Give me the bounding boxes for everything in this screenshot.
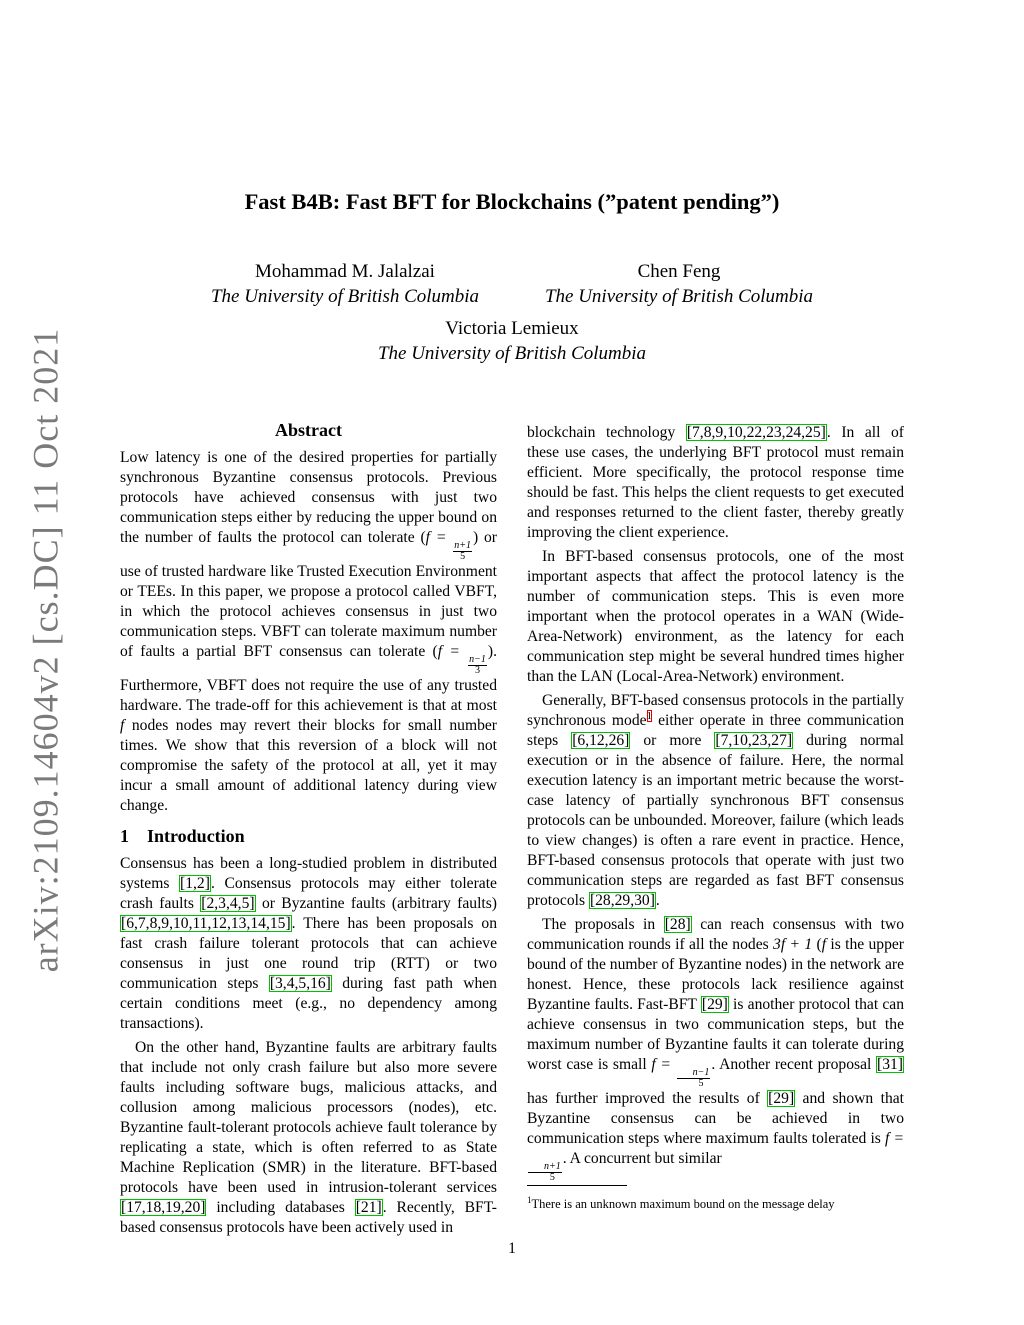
fraction bbox=[453, 541, 472, 562]
text-run: nodes nodes may revert their blocks for small number times. We show that this reversion of a block will not compromise the safety of the protocol at all, yet it may incur a small amount of additional latency during view change. bbox=[120, 717, 497, 814]
text-run: can reach consensus with two communication rounds if all the nodes bbox=[527, 916, 905, 953]
citation-link[interactable]: [6,7,8,9,10,11,12,13,14,15] bbox=[121, 915, 291, 932]
fraction-numerator: n−1 bbox=[469, 654, 486, 665]
text-run: On the other hand, Byzantine faults are arbitrary faults that include not only crash failure but also more severe faults including software bugs, malicious attacks, and collusion among malicious processors (nodes), etc. Byzantine fault-tolerant protocols achieve fault tolerance by replicating a state, which is often referred to as State Machine Replication (SMR) in the literature. BFT-based protocols have been used in intrusion-tolerant services bbox=[120, 1039, 497, 1196]
text-run: ( bbox=[812, 936, 822, 953]
text-run: . There has been proposals on fast crash failure tolerant protocols that can achieve consensus in just one round trip (RTT) or two communication steps bbox=[120, 915, 497, 992]
right-paragraph-1 bbox=[527, 423, 904, 543]
footnote-divider bbox=[527, 1185, 627, 1186]
citation-link[interactable]: [17,18,19,20] bbox=[121, 1199, 206, 1216]
citation-link[interactable]: [7,10,23,27] bbox=[715, 732, 793, 749]
text-run: The proposals in bbox=[542, 916, 664, 933]
footnote bbox=[527, 1192, 904, 1212]
text-run: including databases bbox=[206, 1199, 355, 1216]
author-affiliation: The University of British Columbia bbox=[377, 343, 647, 364]
text-run: . In all of these use cases, the underlying BFT protocol must remain efficient. More specifically, the protocol response time should be fast. This helps the client requests to get executed and responses returned to the client faster, thereby greatly improving the client experience. bbox=[527, 424, 904, 541]
math-expr: f = bbox=[651, 1056, 676, 1073]
text-run: Consensus has been a long-studied problem in distributed systems bbox=[120, 855, 497, 892]
author-block-2 bbox=[514, 259, 844, 309]
text-run: and shown that Byzantine consensus can be achieved in two communication steps where maximum faults tolerated is bbox=[527, 1090, 904, 1147]
text-run: has further improved the results of bbox=[527, 1090, 768, 1107]
math-var: f bbox=[821, 936, 827, 953]
right-column bbox=[527, 423, 904, 1183]
intro-paragraph-1 bbox=[120, 854, 497, 1034]
section-heading-introduction bbox=[120, 826, 497, 846]
text-run: . Consensus protocols may either tolerate crash faults bbox=[120, 875, 497, 912]
citation-link[interactable]: [21] bbox=[355, 1199, 382, 1216]
text-run: . Another recent proposal bbox=[711, 1056, 877, 1073]
fraction-numerator: n+1 bbox=[528, 1162, 562, 1173]
fraction bbox=[677, 1068, 711, 1089]
text-run: ). Furthermore, VBFT does not require the use of any trusted hardware. The trade-off for this achievement is that at most bbox=[120, 643, 497, 714]
right-paragraph-2: In BFT-based consensus protocols, one of the most important aspects that affect the protocol latency is the number of communication steps. This is even more important when the protocol operates in a WAN (Wide-Area-Network) environment, as the latency for each communication step might be several hundred times higher than the LAN (Local-Area-Network) environment. bbox=[527, 548, 904, 685]
citation-link[interactable]: [29] bbox=[768, 1090, 795, 1107]
abstract-paragraph bbox=[120, 448, 497, 816]
citation-link[interactable]: [28] bbox=[664, 916, 691, 933]
citation-link[interactable]: [2,3,4,5] bbox=[201, 895, 255, 912]
citation-link[interactable]: [3,4,5,16] bbox=[269, 975, 331, 992]
text-run: blockchain technology bbox=[527, 424, 686, 441]
arxiv-sidebar bbox=[20, 327, 70, 973]
math-expr: f = bbox=[885, 1130, 904, 1147]
text-run: ) or use of trusted hardware like Trusted Execution Environment or TEEs. In this paper, we propose a protocol called VBFT, in which the protocol achieves consensus in just two communication steps. VBFT can tolerate maximum number of faults a partial BFT consensus can tolerate ( bbox=[120, 529, 497, 660]
fraction-numerator: n−1 bbox=[677, 1068, 711, 1079]
footnote-ref-link[interactable]: 1 bbox=[646, 709, 653, 722]
text-run: or more bbox=[630, 732, 715, 749]
text-run: . bbox=[655, 892, 660, 909]
text-run: or Byzantine faults (arbitrary faults) bbox=[255, 895, 498, 912]
fraction bbox=[528, 1162, 562, 1183]
math-expr: f = bbox=[425, 529, 453, 546]
right-paragraph-4 bbox=[527, 915, 904, 1183]
author-block-3 bbox=[347, 316, 677, 366]
text-run: is the upper bound of the number of Byzantine nodes) in the network are honest. Hence, these protocols lack resilience against Byzantine faults. Fast-BFT bbox=[527, 936, 904, 1013]
math-expr: 3f + 1 bbox=[773, 936, 813, 953]
text-run: . Recently, BFT-based consensus protocols have been actively used in bbox=[120, 1199, 497, 1236]
citation-link[interactable]: [28,29,30] bbox=[589, 892, 655, 909]
text-run: during fast path when certain conditions meet (e.g., no dependency among transactions). bbox=[120, 975, 497, 1032]
citation-link[interactable]: [7,8,9,10,22,23,24,25] bbox=[686, 424, 826, 441]
citation-link[interactable]: [31] bbox=[877, 1056, 903, 1073]
author-block-1 bbox=[180, 259, 510, 309]
text-run: Generally, BFT-based consensus protocols in the partially synchronous mode bbox=[527, 692, 904, 729]
text-run: during normal execution or in the absence of failure. Here, the normal execution latency is an important metric because the worst-case latency of partially synchronous BFT consensus protocols can be unbounded. Moreover, failure (which leads to view changes) is often a rare event in practice. Hence, BFT-based consensus protocols that operate with just two communication steps are regarded as fast BFT consensus protocols bbox=[527, 732, 904, 909]
author-name: Victoria Lemieux bbox=[445, 318, 579, 339]
math-expr: f = bbox=[437, 643, 468, 660]
author-affiliation: The University of British Columbia bbox=[210, 286, 480, 307]
abstract-heading: Abstract bbox=[275, 420, 342, 440]
section-title: Introduction bbox=[147, 826, 245, 846]
text-run: either operate in three communication steps bbox=[527, 712, 904, 749]
fraction-denominator: 3 bbox=[475, 665, 481, 676]
section-number: 1 bbox=[120, 826, 129, 846]
text-run: Low latency is one of the desired properties for partially synchronous Byzantine consensus protocols. Previous protocols have achieved consensus with just two communication steps either by reducing the upper bound on the number of faults the protocol can tolerate ( bbox=[120, 449, 497, 546]
text-run: is another protocol that can achieve consensus in two communication steps, but the maximum number of Byzantine faults it can tolerate during worst case is small bbox=[527, 996, 905, 1073]
fraction-denominator: 5 bbox=[698, 1078, 704, 1089]
right-paragraph-3 bbox=[527, 691, 904, 911]
fraction-numerator: n+1 bbox=[454, 540, 471, 551]
intro-paragraph-2 bbox=[120, 1038, 497, 1238]
fraction bbox=[468, 655, 487, 676]
text-run: . A concurrent but similar bbox=[562, 1150, 722, 1167]
left-column bbox=[120, 420, 497, 1238]
citation-link[interactable]: [1,2] bbox=[180, 875, 210, 892]
footnote-text: There is an unknown maximum bound on the message delay bbox=[531, 1197, 835, 1212]
page-number: 1 bbox=[508, 1240, 516, 1257]
citation-link[interactable]: [6,12,26] bbox=[572, 732, 630, 749]
citation-link[interactable]: [29] bbox=[701, 996, 728, 1013]
author-affiliation: The University of British Columbia bbox=[544, 286, 814, 307]
fraction-denominator: 5 bbox=[549, 1172, 555, 1183]
footnote-mark: 1 bbox=[527, 1195, 532, 1205]
paper-title: Fast B4B: Fast BFT for Blockchains (”patent pending”) bbox=[244, 189, 780, 214]
math-var: f bbox=[120, 717, 125, 734]
author-name: Mohammad M. Jalalzai bbox=[255, 261, 435, 282]
arxiv-identifier: arXiv:2109.14604v2 [cs.DC] 11 Oct 2021 bbox=[25, 327, 65, 973]
author-name: Chen Feng bbox=[637, 261, 721, 282]
fraction-denominator: 5 bbox=[460, 551, 466, 562]
